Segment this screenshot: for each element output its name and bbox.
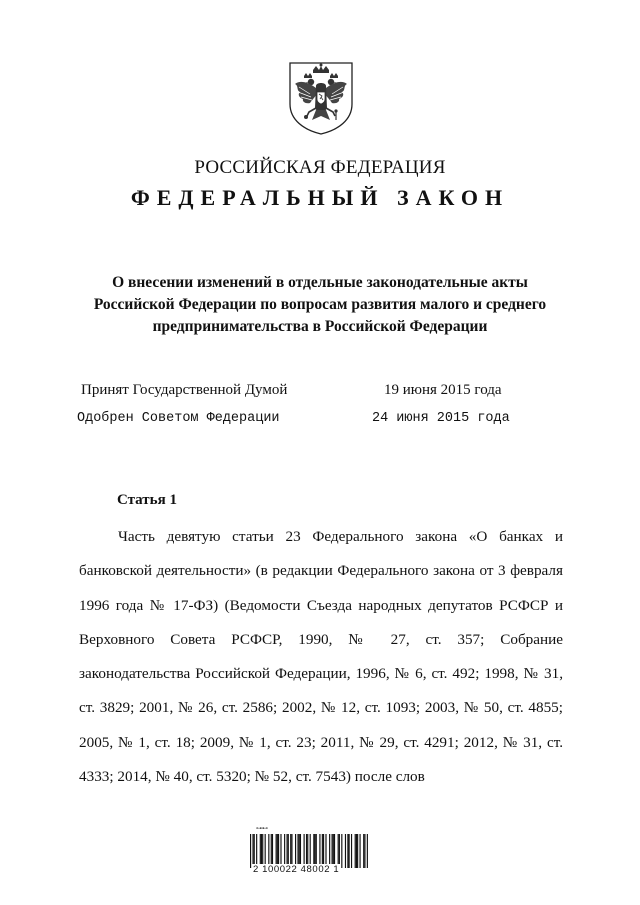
barcode-bar	[307, 834, 308, 868]
barcode-bar	[329, 834, 330, 868]
barcode-bar	[252, 834, 253, 868]
duma-adoption-date: 19 июня 2015 года	[384, 382, 502, 398]
barcode-bar	[316, 834, 317, 868]
barcode-bar	[359, 834, 360, 868]
barcode-bar	[268, 834, 269, 868]
barcode-bar	[276, 834, 277, 868]
council-approval-label: Одобрен Советом Федерации	[77, 411, 280, 426]
barcode-bar	[297, 834, 298, 868]
barcode-bar	[260, 834, 261, 868]
duma-adoption-label: Принят Государственной Думой	[81, 382, 288, 398]
law-title-line: О внесении изменений в отдельные законодательные акты	[112, 274, 528, 291]
barcode-bar	[277, 834, 278, 868]
barcode-bar	[341, 834, 342, 868]
country-name: РОССИЙСКАЯ ФЕДЕРАЦИЯ	[194, 157, 446, 178]
barcode-bar	[339, 834, 340, 868]
article-body-text: Часть девятую статьи 23 Федерального закона «О банках и банковской деятельности» (в редакции Федерального закона от 3 февраля 1996 года № 17-ФЗ) (Ведомости Съезда народных депутатов РСФСР и Верховного Совета РСФСР, 1990, № 27, ст. 357; Собрание законодательства Российской Федерации, 1996, № 6, ст. 492; 1998, № 31, ст. 3829; 2001, № 26, ст. 2586; 2002, № 12, ст. 1093; 2003, № 50, ст. 4855; 2005, № 1, ст. 18; 2009, № 1, ст. 23; 2011, № 29, ст. 4291; 2012, № 31, ст. 4333; 2014, № 40, ст. 5320; № 52, ст. 7543) после слов	[79, 528, 563, 786]
svg-text:⊶⊷: ⊶⊷	[256, 826, 268, 832]
barcode-bar	[314, 834, 315, 868]
barcode-bar	[295, 834, 296, 868]
barcode-bar	[334, 834, 335, 868]
barcode-bar	[355, 834, 356, 868]
barcode-bar	[310, 834, 311, 868]
law-title-line: предпринимательства в Российской Федерации	[152, 318, 488, 335]
coat-of-arms-icon	[286, 60, 356, 136]
barcode-bar	[288, 834, 289, 868]
barcode-bar	[333, 834, 334, 868]
barcode-bar	[364, 834, 365, 868]
barcode-bar	[332, 834, 333, 868]
barcode-bar	[280, 834, 281, 868]
barcode-bar	[345, 834, 346, 868]
barcode-bar	[356, 834, 357, 868]
barcode-bar	[272, 834, 273, 868]
council-approval-date: 24 июня 2015 года	[372, 411, 510, 426]
barcode-bar	[323, 834, 324, 868]
barcode-bar	[256, 834, 257, 868]
barcode-bar	[250, 834, 251, 868]
document-type-heading: ФЕДЕРАЛЬНЫЙ ЗАКОН	[130, 185, 510, 210]
barcode-bar	[349, 834, 350, 868]
article-heading: Статья 1	[117, 492, 177, 508]
barcode-bar	[322, 834, 323, 868]
barcode-bar	[363, 834, 364, 868]
barcode-bar	[367, 834, 368, 868]
barcode-bar	[278, 834, 279, 868]
barcode-bar	[261, 834, 262, 868]
barcode-bar	[347, 834, 348, 868]
barcode-bar	[325, 834, 326, 868]
barcode-bar	[319, 834, 320, 868]
law-title-line: Российской Федерации по вопросам развития малого и среднего	[93, 296, 547, 313]
barcode-bar	[338, 834, 339, 868]
barcode-bar	[351, 834, 352, 868]
barcode-bar	[286, 834, 287, 868]
law-title	[60, 272, 580, 338]
barcode-bar	[313, 834, 314, 868]
barcode-bar	[299, 834, 300, 868]
barcode-bar	[254, 834, 255, 868]
barcode-bar	[300, 834, 301, 868]
barcode-number: 2 100022 48002 1	[253, 864, 340, 875]
barcode-bar	[357, 834, 358, 868]
barcode-bar	[291, 834, 292, 868]
barcode-bar	[265, 834, 266, 868]
barcode-bar	[290, 834, 291, 868]
barcode-bar	[304, 834, 305, 868]
barcode-bar	[306, 834, 307, 868]
barcode-bar	[262, 834, 263, 868]
barcode-bar	[284, 834, 285, 868]
barcode-bar	[271, 834, 272, 868]
